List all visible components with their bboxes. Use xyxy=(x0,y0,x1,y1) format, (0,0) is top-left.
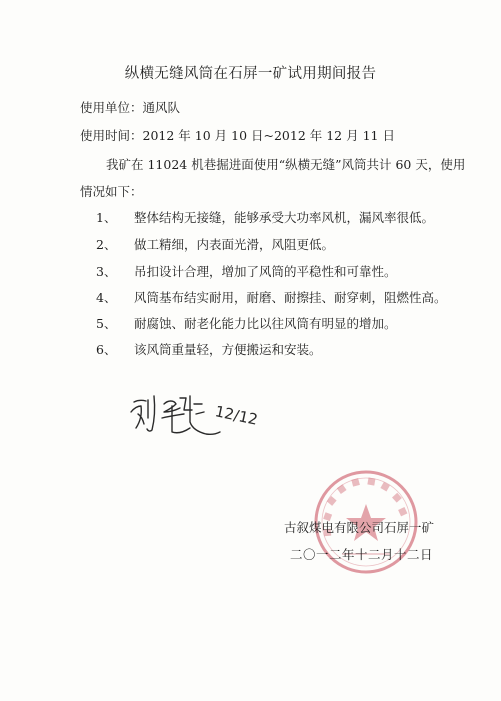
item-number: 4、 xyxy=(96,290,117,305)
list-item xyxy=(96,340,322,358)
report-date: 二〇一二年十二月十二日 xyxy=(290,547,434,562)
item-number: 3、 xyxy=(96,264,117,279)
list-item xyxy=(96,314,397,332)
item-text: 该风筒重量轻，方便搬运和安装。 xyxy=(134,342,322,357)
list-item xyxy=(96,208,434,226)
item-number: 6、 xyxy=(96,342,117,357)
list-item xyxy=(96,262,397,280)
item-number: 2、 xyxy=(96,237,117,252)
handwritten-signature xyxy=(128,388,260,458)
item-text: 做工精细，内表面光滑，风阻更低。 xyxy=(134,237,335,252)
item-text: 耐腐蚀、耐老化能力比以往风筒有明显的增加。 xyxy=(134,316,397,331)
intro-line-2: 情况如下： xyxy=(80,184,143,199)
unit-line: 使用单位：通风队 xyxy=(80,100,181,115)
period-line: 使用时间：2012 年 10 月 10 日~2012 年 12 月 11 日 xyxy=(80,128,395,143)
company-name: 古叙煤电有限公司石屏一矿 xyxy=(284,520,435,535)
list-item xyxy=(96,288,447,306)
report-title: 纵横无缝风筒在石屏一矿试用期间报告 xyxy=(124,66,377,82)
item-text: 吊扣设计合理，增加了风筒的平稳性和可靠性。 xyxy=(134,264,397,279)
list-item xyxy=(96,235,334,253)
item-number: 1、 xyxy=(96,210,117,225)
signature-date: 12/12 xyxy=(213,402,260,429)
intro-line-1: 我矿在 11024 机巷掘进面使用“纵横无缝”风筒共计 60 天，使用 xyxy=(106,157,466,172)
item-text: 整体结构无接缝，能够承受大功率风机，漏风率很低。 xyxy=(134,210,435,225)
item-number: 5、 xyxy=(96,316,117,331)
item-text: 风筒基布结实耐用，耐磨、耐擦挂、耐穿刺，阻燃性高。 xyxy=(134,290,447,305)
